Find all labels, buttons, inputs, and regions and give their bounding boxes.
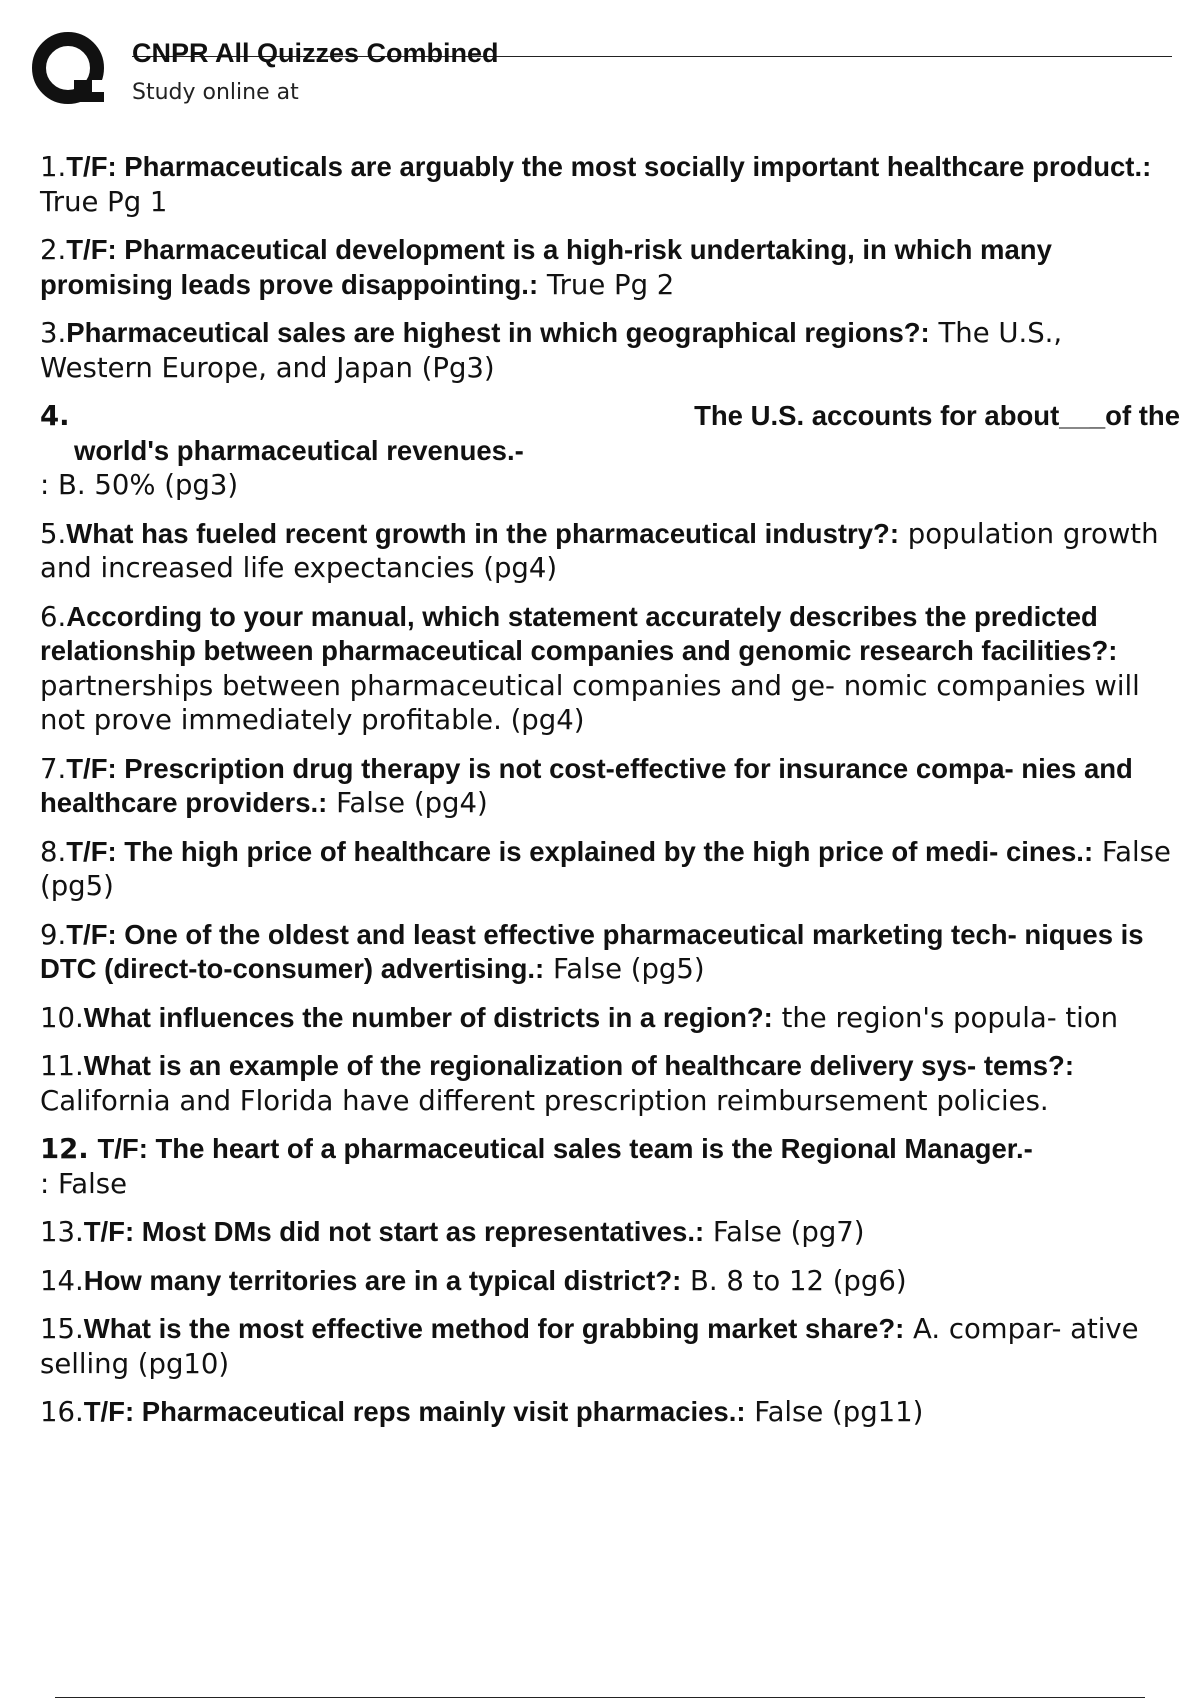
answer-text: False (pg11) [745, 1396, 924, 1428]
answer-text: : False [40, 1167, 128, 1200]
question-text: What influences the number of districts in a region?: [83, 1001, 773, 1033]
question-text: According to your manual, which statement accurately describes the predicted relationship between pharmaceutical companies and genomic research facilities?: [40, 600, 1118, 666]
question-line [40, 399, 1180, 434]
quiz-item-6 [40, 600, 1180, 738]
answer-text: California and Florida have different prescription reimbursement policies. [40, 1084, 1049, 1117]
item-number: 9. [40, 918, 67, 951]
answer-text: False (pg4) [327, 787, 488, 819]
question-text: T/F: The high price of healthcare is explained by the high price of medi- cines.: [66, 835, 1094, 867]
quiz-item-4 [40, 399, 1180, 503]
question-text [694, 399, 1180, 434]
answer-blank: ___ [1059, 400, 1106, 431]
question-continuation: world's pharmaceutical revenues.- [74, 434, 524, 466]
question-text: T/F: Prescription drug therapy is not cost-effective for insurance compa- nies and healthcare providers.: [40, 752, 1133, 818]
item-number: 16. [40, 1396, 84, 1428]
question-text: What has fueled recent growth in the pharmaceutical industry?: [66, 517, 900, 549]
answer-text: A. compar- ative selling (pg10) [40, 1313, 1139, 1380]
page-header [30, 30, 1140, 110]
item-number: 2. [40, 234, 67, 266]
question-text: T/F: One of the oldest and least effective pharmaceutical marketing tech- niques is DTC (direct-to-consumer) advertising.: [40, 918, 1144, 984]
item-number: 11. [40, 1050, 84, 1082]
question-text: What is the most effective method for grabbing market share?: [83, 1313, 905, 1344]
study-online-text: Study online at [132, 80, 299, 105]
quiz-item-1 [40, 150, 1180, 219]
item-number: 13. [40, 1216, 84, 1248]
quiz-item-9 [40, 918, 1180, 987]
answer-text: the region's popula- tion [772, 1001, 1119, 1034]
question-part: of the [1105, 400, 1180, 431]
question-text: T/F: Pharmaceutical development is a high-risk undertaking, in which many promising leads prove disappointing.: [40, 234, 1052, 300]
question-text: T/F: Most DMs did not start as representatives.: [83, 1216, 705, 1247]
quiz-item-16 [40, 1395, 1180, 1430]
item-number: 1. [40, 151, 67, 183]
answer-text: True Pg 2 [538, 268, 675, 301]
answer-text: True Pg 1 [40, 185, 168, 218]
quiz-item-14 [40, 1264, 1180, 1299]
item-number: 8. [40, 835, 67, 868]
answer-text: B. 8 to 12 (pg6) [681, 1264, 907, 1297]
item-number: 14. [40, 1264, 84, 1297]
item-number: 6. [40, 600, 67, 633]
footer-rule [55, 1697, 1145, 1698]
item-number: 10. [40, 1001, 84, 1034]
question-text: How many territories are in a typical district?: [83, 1264, 682, 1296]
quiz-list [40, 150, 1180, 1444]
item-number: 5. [40, 517, 67, 550]
question-text: T/F: Pharmaceuticals are arguably the most socially important healthcare product.: [66, 151, 1152, 182]
item-number: 15. [40, 1313, 84, 1345]
item-number: 3. [40, 317, 67, 349]
document-title: CNPR All Quizzes Combined [132, 38, 499, 68]
question-part: The U.S. accounts for about [694, 400, 1060, 431]
question-text: T/F: Pharmaceutical reps mainly visit pharmacies.: [83, 1396, 746, 1427]
question-text: What is an example of the regionalization of healthcare delivery sys- tems?: [83, 1050, 1075, 1081]
question-text: Pharmaceutical sales are highest in which geographical regions?: [66, 317, 930, 348]
quiz-item-7 [40, 752, 1180, 821]
item-number: 7. [40, 752, 67, 785]
quiz-item-11 [40, 1049, 1180, 1118]
quiz-item-15 [40, 1312, 1180, 1381]
answer-text: population growth and increased life expectancies (pg4) [40, 517, 1159, 584]
answer-text: partnerships between pharmaceutical companies and ge- nomic companies will not prove immediately profitable. (pg4) [40, 669, 1140, 736]
quizlet-logo-icon [30, 30, 110, 110]
question-text: T/F: The heart of a pharmaceutical sales team is the Regional Manager.- [97, 1133, 1033, 1164]
quiz-item-10 [40, 1001, 1180, 1036]
quiz-item-12 [40, 1132, 1180, 1201]
quiz-item-5 [40, 517, 1180, 586]
answer-text: The U.S., Western Europe, and Japan (Pg3) [40, 317, 1063, 384]
quiz-item-2 [40, 233, 1180, 302]
answer-text: False (pg5) [40, 835, 1171, 902]
item-number: 4. [40, 400, 70, 432]
quiz-item-3 [40, 316, 1180, 385]
quiz-item-13 [40, 1215, 1180, 1250]
answer-text: : B. 50% (pg3) [40, 469, 239, 501]
answer-text: False (pg5) [544, 953, 705, 985]
answer-text: False (pg7) [704, 1216, 865, 1248]
quiz-item-8 [40, 835, 1180, 904]
item-number: 12. [40, 1133, 89, 1165]
